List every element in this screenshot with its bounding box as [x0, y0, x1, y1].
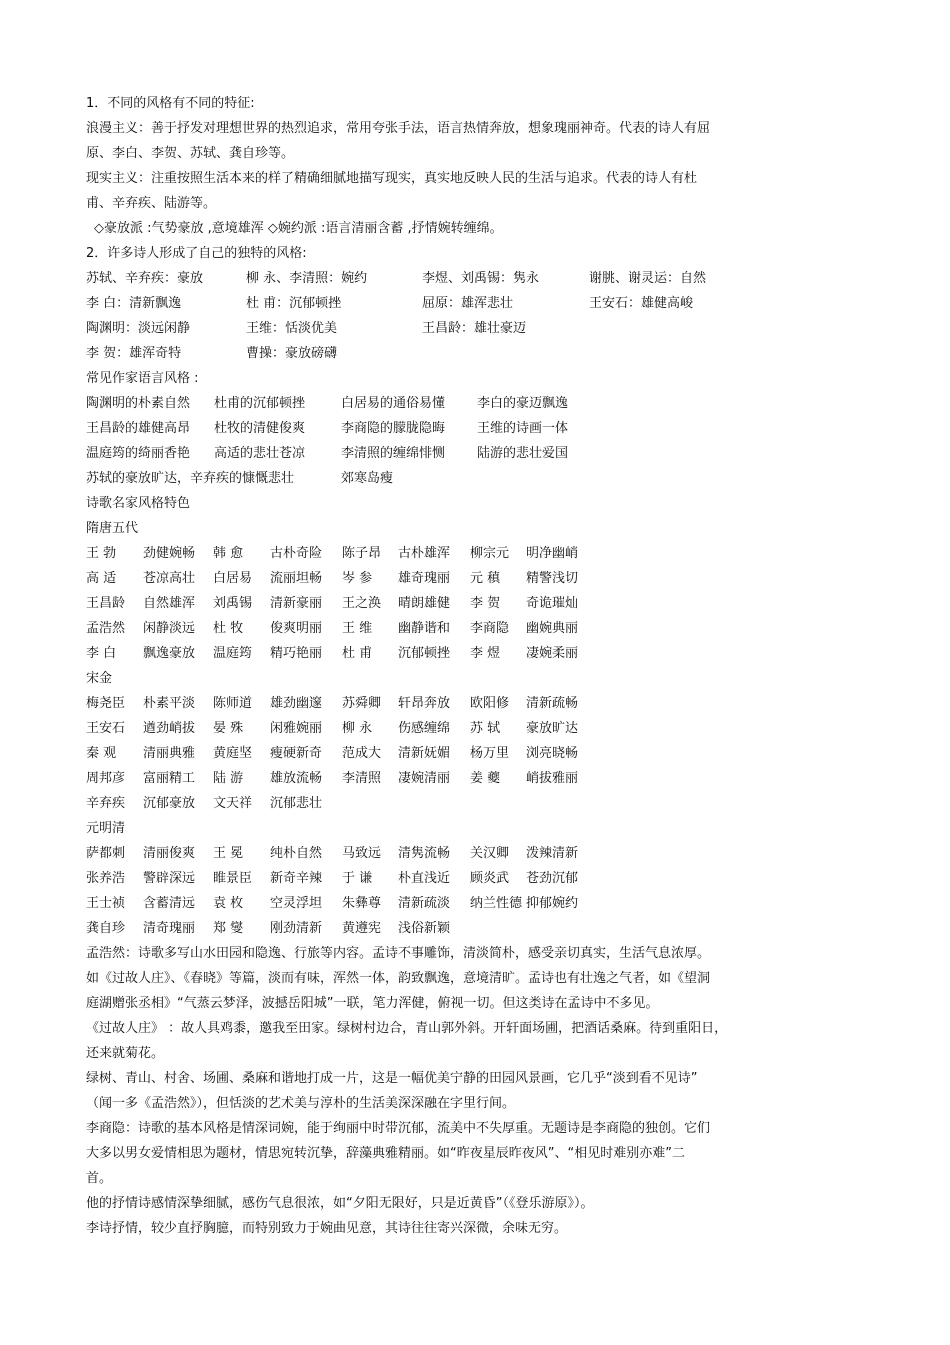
cell: 警辟深远 — [143, 871, 196, 886]
cell: 陈子昂 — [342, 546, 382, 561]
cell: 王维：恬淡优美 — [246, 321, 338, 336]
cell: 屈原：雄浑悲壮 — [422, 296, 514, 311]
eras-section — [86, 516, 786, 941]
cell: 龚自珍 — [86, 921, 126, 936]
cell: 浏亮晓畅 — [526, 746, 579, 761]
cell: 清丽俊爽 — [143, 846, 196, 861]
cell: 明净幽峭 — [526, 546, 579, 561]
cell: 黄庭坚 — [213, 746, 253, 761]
cell: 遒劲峭拔 — [143, 721, 196, 736]
cell: 劲健婉畅 — [143, 546, 196, 561]
cell: 王之涣 — [342, 596, 382, 611]
cell: 杜 牧 — [213, 621, 244, 636]
commentary-line: 李商隐：诗歌的基本风格是情深词婉，能于绚丽中时带沉郁，流美中不失厚重。无题诗是李商隐的独创。它们 — [86, 1121, 711, 1136]
commentary-line: （闻一多《孟浩然》），但恬淡的艺术美与淳朴的生活美深深融在字里行间。 — [86, 1096, 516, 1111]
cell: 凄婉柔丽 — [526, 646, 579, 661]
cell: 纳兰性德 — [470, 896, 523, 911]
cell: 伤感缠绵 — [398, 721, 451, 736]
poet-styles-grid — [86, 266, 786, 366]
cell: 谢朓、谢灵运：自然 — [589, 271, 707, 286]
era-poet-row — [86, 616, 786, 641]
cell: 王昌龄的雄健高昂 — [86, 421, 191, 436]
cell: 刚劲清新 — [270, 921, 323, 936]
cell: 辛弃疾 — [86, 796, 126, 811]
commentary-line: 他的抒情诗感情深挚细腻，感伤气息很浓，如“夕阳无限好，只是近黄昏”（《登乐游原》）。 — [86, 1196, 594, 1211]
heading-2: 2．许多诗人形成了自己的独特的风格: — [86, 246, 307, 261]
cell: 欧阳修 — [470, 696, 510, 711]
cell: 俊爽明丽 — [270, 621, 323, 636]
poet-style-row — [86, 341, 786, 366]
era-heading: 宋金 — [86, 671, 113, 686]
cell: 精警浅切 — [526, 571, 579, 586]
romanticism-line-2: 原、李白、李贺、苏轼、龚自珍等。 — [86, 146, 295, 161]
cell: 清新疏淡 — [398, 896, 451, 911]
common-styles-heading: 常见作家语言风格 : — [86, 371, 199, 386]
cell: 高 适 — [86, 571, 117, 586]
cell: 自然雄浑 — [143, 596, 196, 611]
era-poet-row — [86, 841, 786, 866]
schools-line: ◇豪放派 :气势豪放 ,意境雄浑 ◇婉约派 :语言清丽含蓄 ,抒情婉转缠绵。 — [94, 221, 503, 236]
cell: 浅俗新颖 — [398, 921, 451, 936]
cell: 苏舜卿 — [342, 696, 382, 711]
cell: 闲雅婉丽 — [270, 721, 323, 736]
realism-line-1: 现实主义：注重按照生活本来的样了精确细腻地描写现实，真实地反映人民的生活与追求。代表的诗人有杜 — [86, 171, 698, 186]
common-style-row — [86, 441, 786, 466]
cell: 刘禹锡 — [213, 596, 253, 611]
cell: 古朴雄浑 — [398, 546, 451, 561]
cell: 梅尧臣 — [86, 696, 126, 711]
era-poet-row — [86, 641, 786, 666]
cell: 苍劲沉郁 — [526, 871, 579, 886]
cell: 奇诡璀灿 — [526, 596, 579, 611]
cell: 清新妩媚 — [398, 746, 451, 761]
commentary-line: 首。 — [86, 1171, 113, 1186]
commentary-line: 孟浩然：诗歌多写山水田园和隐逸、行旅等内容。孟诗不事雕饰，清淡简朴，感受亲切真实，生活气息浓厚。 — [86, 946, 711, 961]
cell: 朱彝尊 — [342, 896, 382, 911]
cell: 朴直浅近 — [398, 871, 451, 886]
cell: 孟浩然 — [86, 621, 126, 636]
era-poet-row — [86, 691, 786, 716]
cell: 郑 燮 — [213, 921, 244, 936]
poet-style-row — [86, 316, 786, 341]
cell: 关汉卿 — [470, 846, 510, 861]
cell: 清奇瑰丽 — [143, 921, 196, 936]
cell: 袁 枚 — [213, 896, 244, 911]
era-poet-row — [86, 766, 786, 791]
cell: 高适的悲壮苍凉 — [214, 446, 306, 461]
cell: 王昌龄 — [86, 596, 126, 611]
cell: 杜牧的清健俊爽 — [214, 421, 306, 436]
era-poet-row — [86, 916, 786, 941]
cell: 元 稹 — [470, 571, 501, 586]
cell: 柳 永 — [342, 721, 373, 736]
cell: 晏 殊 — [213, 721, 244, 736]
cell: 萨都刺 — [86, 846, 126, 861]
era-poet-row — [86, 716, 786, 741]
cell: 陆 游 — [213, 771, 244, 786]
poet-style-row — [86, 291, 786, 316]
cell: 杜 甫：沉郁顿挫 — [246, 296, 342, 311]
cell: 于 谦 — [342, 871, 373, 886]
commentary-line: 如《过故人庄》、《春晓》等篇，淡而有味，浑然一体，韵致飘逸，意境清旷。孟诗也有壮逸之气者，如《望洞 — [86, 971, 711, 986]
cell: 李商隐 — [470, 621, 510, 636]
cell: 杨万里 — [470, 746, 510, 761]
heading-1: 1．不同的风格有不同的特征: — [86, 96, 255, 111]
cell: 李 白：清新飘逸 — [86, 296, 182, 311]
era-poet-row — [86, 541, 786, 566]
cell: 飘逸豪放 — [143, 646, 196, 661]
cell: 雄奇瑰丽 — [398, 571, 451, 586]
era-heading: 隋唐五代 — [86, 521, 139, 536]
cell: 王 冕 — [213, 846, 244, 861]
cell: 豪放旷达 — [526, 721, 579, 736]
cell: 泼辣清新 — [526, 846, 579, 861]
cell: 郊寒岛瘦 — [341, 471, 394, 486]
cell: 岑 参 — [342, 571, 373, 586]
cell: 雄劲幽邃 — [270, 696, 323, 711]
era-heading: 元明清 — [86, 821, 126, 836]
cell: 清新豪丽 — [270, 596, 323, 611]
common-style-row — [86, 466, 786, 491]
cell: 清隽流畅 — [398, 846, 451, 861]
cell: 流丽坦畅 — [270, 571, 323, 586]
cell: 陆游的悲壮爱国 — [477, 446, 569, 461]
cell: 晴朗雄健 — [398, 596, 451, 611]
cell: 韩 愈 — [213, 546, 244, 561]
cell: 朴素平淡 — [143, 696, 196, 711]
cell: 周邦彦 — [86, 771, 126, 786]
cell: 秦 观 — [86, 746, 117, 761]
cell: 白居易 — [213, 571, 253, 586]
cell: 苍凉高壮 — [143, 571, 196, 586]
cell: 曹操：豪放磅礴 — [246, 346, 338, 361]
cell: 杜 甫 — [342, 646, 373, 661]
cell: 李清照 — [342, 771, 382, 786]
document-body — [86, 91, 786, 1241]
cell: 姜 夔 — [470, 771, 501, 786]
commentary-line: 李诗抒情，较少直抒胸臆，而特别致力于婉曲见意，其诗往往寄兴深微，余味无穷。 — [86, 1221, 568, 1236]
commentary-section — [86, 941, 786, 1241]
era-poet-row — [86, 566, 786, 591]
cell: 沉郁顿挫 — [398, 646, 451, 661]
cell: 富丽精工 — [143, 771, 196, 786]
cell: 幽婉典丽 — [526, 621, 579, 636]
cell: 文天祥 — [213, 796, 253, 811]
cell: 含蓄清远 — [143, 896, 196, 911]
cell: 闲静淡远 — [143, 621, 196, 636]
era-poet-row — [86, 741, 786, 766]
cell: 苏轼的豪放旷达，辛弃疾的慷慨悲壮 — [86, 471, 295, 486]
cell: 瘦硬新奇 — [270, 746, 323, 761]
commentary-line: 绿树、青山、村舍、场圃、桑麻和谐地打成一片，这是一幅优美宁静的田园风景画，它几乎“淡到看不见诗” — [86, 1071, 698, 1086]
cell: 杜甫的沉郁顿挫 — [214, 396, 306, 411]
cell: 王 勃 — [86, 546, 117, 561]
era-poet-row — [86, 891, 786, 916]
commentary-line: 还来就菊花。 — [86, 1046, 165, 1061]
cell: 新奇辛辣 — [270, 871, 323, 886]
cell: 峭拔雅丽 — [526, 771, 579, 786]
romanticism-line-1: 浪漫主义：善于抒发对理想世界的热烈追求，常用夸张手法，语言热情奔放，想象瑰丽神奇。代表的诗人有屈 — [86, 121, 711, 136]
famous-styles-heading: 诗歌名家风格特色 — [86, 496, 191, 511]
cell: 李 煜 — [470, 646, 501, 661]
cell: 轩昂奔放 — [398, 696, 451, 711]
cell: 黄遵宪 — [342, 921, 382, 936]
cell: 范成大 — [342, 746, 382, 761]
cell: 马致远 — [342, 846, 382, 861]
cell: 古朴奇险 — [270, 546, 323, 561]
cell: 苏 轼 — [470, 721, 501, 736]
cell: 抑郁婉约 — [526, 896, 579, 911]
commentary-line: 庭湖赠张丞相》“气蒸云梦泽，波撼岳阳城”一联，笔力浑健，俯视一切。但这类诗在孟诗中不多见。 — [86, 996, 659, 1011]
cell: 王安石：雄健高峻 — [589, 296, 694, 311]
cell: 苏轼、辛弃疾：豪放 — [86, 271, 204, 286]
common-style-row — [86, 416, 786, 441]
cell: 雄放流畅 — [270, 771, 323, 786]
cell: 王安石 — [86, 721, 126, 736]
cell: 李 贺：雄浑奇特 — [86, 346, 182, 361]
cell: 凄婉清丽 — [398, 771, 451, 786]
cell: 精巧艳丽 — [270, 646, 323, 661]
cell: 沉郁豪放 — [143, 796, 196, 811]
cell: 柳 永、李清照：婉约 — [246, 271, 368, 286]
cell: 顾炎武 — [470, 871, 510, 886]
cell: 幽静谐和 — [398, 621, 451, 636]
cell: 柳宗元 — [470, 546, 510, 561]
cell: 王昌龄：雄壮豪迈 — [422, 321, 527, 336]
commentary-line: 大多以男女爱情相思为题材，情思宛转沉挚，辞藻典雅精丽。如“昨夜星辰昨夜风”、“相见时难别亦难”二 — [86, 1146, 685, 1161]
cell: 纯朴自然 — [270, 846, 323, 861]
cell: 沉郁悲壮 — [270, 796, 323, 811]
cell: 温庭筠 — [213, 646, 253, 661]
era-poet-row — [86, 866, 786, 891]
cell: 李煜、刘禹锡：隽永 — [422, 271, 540, 286]
cell: 李清照的缠绵悱恻 — [341, 446, 446, 461]
commentary-line: 《过故人庄》 ：故人具鸡黍，邀我至田家。绿树村边合，青山郭外斜。开轩面场圃，把酒话桑麻。待到重阳日， — [86, 1021, 728, 1036]
cell: 张养浩 — [86, 871, 126, 886]
cell: 温庭筠的绮丽香艳 — [86, 446, 191, 461]
cell: 李 贺 — [470, 596, 501, 611]
cell: 陶渊明的朴素自然 — [86, 396, 191, 411]
cell: 王 维 — [342, 621, 373, 636]
poet-style-row — [86, 266, 786, 291]
era-poet-row — [86, 791, 786, 816]
cell: 王维的诗画一体 — [477, 421, 569, 436]
cell: 白居易的通俗易懂 — [341, 396, 446, 411]
cell: 王士祯 — [86, 896, 126, 911]
realism-line-2: 甫、辛弃疾、陆游等。 — [86, 196, 217, 211]
era-poet-row — [86, 591, 786, 616]
cell: 空灵浮坦 — [270, 896, 323, 911]
cell: 清新疏畅 — [526, 696, 579, 711]
cell: 陈师道 — [213, 696, 253, 711]
cell: 李 白 — [86, 646, 117, 661]
cell: 李白的豪迈飘逸 — [477, 396, 569, 411]
cell: 陶渊明：淡远闲静 — [86, 321, 191, 336]
cell: 清丽典雅 — [143, 746, 196, 761]
common-style-row — [86, 391, 786, 416]
cell: 睢景臣 — [213, 871, 253, 886]
cell: 李商隐的朦胧隐晦 — [341, 421, 446, 436]
common-styles-grid — [86, 391, 786, 491]
